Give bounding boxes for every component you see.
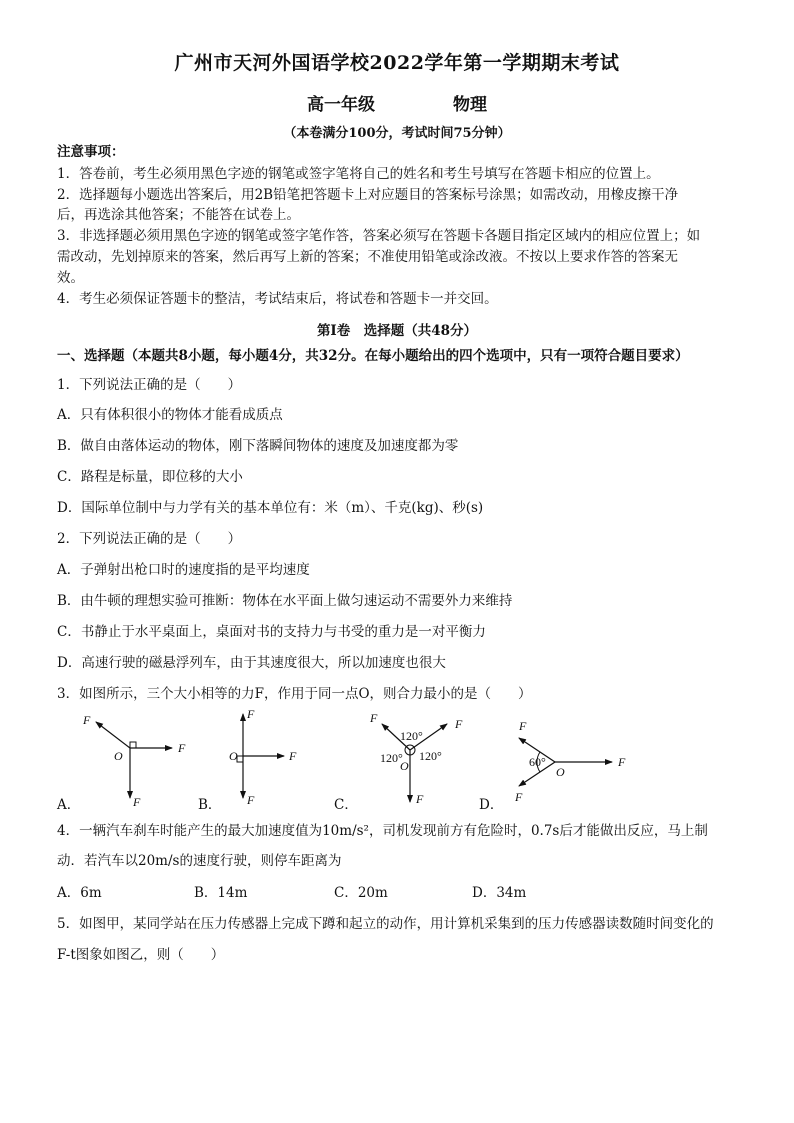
notice-line: 2．选择题每小题选出答案后，用2B铅笔把答题卡上对应题目的答案标号涂黑；如需改动，用橡皮擦干净 xyxy=(57,187,679,203)
force-label: F xyxy=(370,711,378,725)
q4-stem-line2: 动．若汽车以20m/s的速度行驶，则停车距离为 xyxy=(57,853,342,869)
q4-option-c: C．20m xyxy=(334,885,388,901)
q2-option-d: D．高速行驶的磁悬浮列车，由于其速度很大，所以加速度也很大 xyxy=(57,655,446,671)
notice-line: 1．答卷前，考生必须用黑色字迹的钢笔或签字笔将自己的姓名和考生号填写在答题卡相应的位置上。 xyxy=(57,166,660,182)
exam-subtitle xyxy=(0,90,794,115)
angle-label: 120° xyxy=(419,749,442,763)
force-label: F xyxy=(178,741,186,755)
q2-option-a: A．子弹射出枪口时的速度指的是平均速度 xyxy=(57,562,310,578)
q1-option-d: D．国际单位制中与力学有关的基本单位有：米（m）、千克(kg)、秒(s) xyxy=(57,500,484,516)
q3-option-d: D． xyxy=(479,797,504,813)
notice-heading: 注意事项： xyxy=(57,144,125,160)
q1-option-b: B．做自由落体运动的物体，刚下落瞬间物体的速度及加速度都为零 xyxy=(57,438,459,454)
section-title: 第Ⅰ卷 选择题（共48分） xyxy=(316,323,478,339)
point-label: O xyxy=(229,749,238,763)
q4-option-a: A．6m xyxy=(57,885,102,901)
angle-label: 120° xyxy=(380,751,403,765)
q3-option-b: B． xyxy=(198,797,222,813)
q3-stem: 3．如图所示，三个大小相等的力F，作用于同一点O，则合力最小的是（ ） xyxy=(57,686,532,702)
notice-line: 4．考生必须保证答题卡的整洁，考试结束后，将试卷和答题卡一并交回。 xyxy=(57,291,498,307)
q3-option-c: C． xyxy=(334,797,358,813)
force-label: F xyxy=(247,707,255,721)
q3-force-diagrams xyxy=(0,700,794,810)
figure-d xyxy=(514,719,626,804)
q5-stem-line1: 5．如图甲，某同学站在压力传感器上完成下蹲和起立的动作，用计算机采集到的压力传感器读数随时间变化的 xyxy=(57,916,714,932)
part1-instructions: 一、选择题（本题共8小题，每小题4分，共32分。在每小题给出的四个选项中，只有一项符合题目要求） xyxy=(57,348,689,364)
subject-label: 物理 xyxy=(453,95,487,115)
force-label: F xyxy=(519,719,527,733)
q3-option-a: A． xyxy=(57,797,81,813)
grade-label: 高一年级 xyxy=(307,95,375,115)
force-label: F xyxy=(416,792,424,806)
force-label: F xyxy=(289,749,297,763)
point-label: O xyxy=(400,759,409,773)
notice-line: 需改动，先划掉原来的答案，然后再写上新的答案；不准使用铅笔或涂改液。不按以上要求作答的答案无 xyxy=(57,249,678,265)
force-label: F xyxy=(247,793,255,807)
force-label: F xyxy=(455,717,463,731)
figure-a xyxy=(82,713,186,809)
q5-stem-line2: F-t图象如图乙，则（ ） xyxy=(57,947,225,963)
figure-c xyxy=(369,711,463,806)
force-label: F xyxy=(133,795,141,809)
q2-stem: 2．下列说法正确的是（ ） xyxy=(57,531,242,547)
q1-stem: 1．下列说法正确的是（ ） xyxy=(57,377,242,393)
notice-line: 3．非选择题必须用黑色字迹的钢笔或签字笔作答，答案必须写在答题卡各题目指定区域内的相应位置上；如 xyxy=(57,228,701,244)
notice-line: 后，再选涂其他答案；不能答在试卷上。 xyxy=(57,207,300,223)
q2-option-b: B．由牛顿的理想实验可推断：物体在水平面上做匀速运动不需要外力来维持 xyxy=(57,593,513,609)
q4-option-d: D．34m xyxy=(472,885,527,901)
force-label: F xyxy=(618,755,626,769)
q4-option-b: B．14m xyxy=(194,885,248,901)
figure-b xyxy=(229,707,297,807)
point-label: O xyxy=(114,749,123,763)
notice-line: 效。 xyxy=(57,270,84,286)
exam-title: 广州市天河外国语学校2022学年第一学期期末考试 xyxy=(174,52,620,74)
q4-stem-line1: 4．一辆汽车刹车时能产生的最大加速度值为10m/s²，司机发现前方有危险时，0.7s后才能做出反应，马上制 xyxy=(57,823,708,839)
exam-meta: （本卷满分100分，考试时间75分钟） xyxy=(283,126,511,141)
q1-option-a: A．只有体积很小的物体才能看成质点 xyxy=(57,407,283,423)
angle-label: 60° xyxy=(529,755,546,769)
point-label: O xyxy=(556,765,565,779)
force-label: F xyxy=(83,713,91,727)
q2-option-c: C．书静止于水平桌面上，桌面对书的支持力与书受的重力是一对平衡力 xyxy=(57,624,486,640)
angle-label: 120° xyxy=(400,729,423,743)
q1-option-c: C．路程是标量，即位移的大小 xyxy=(57,469,243,485)
force-label: F xyxy=(515,790,523,804)
